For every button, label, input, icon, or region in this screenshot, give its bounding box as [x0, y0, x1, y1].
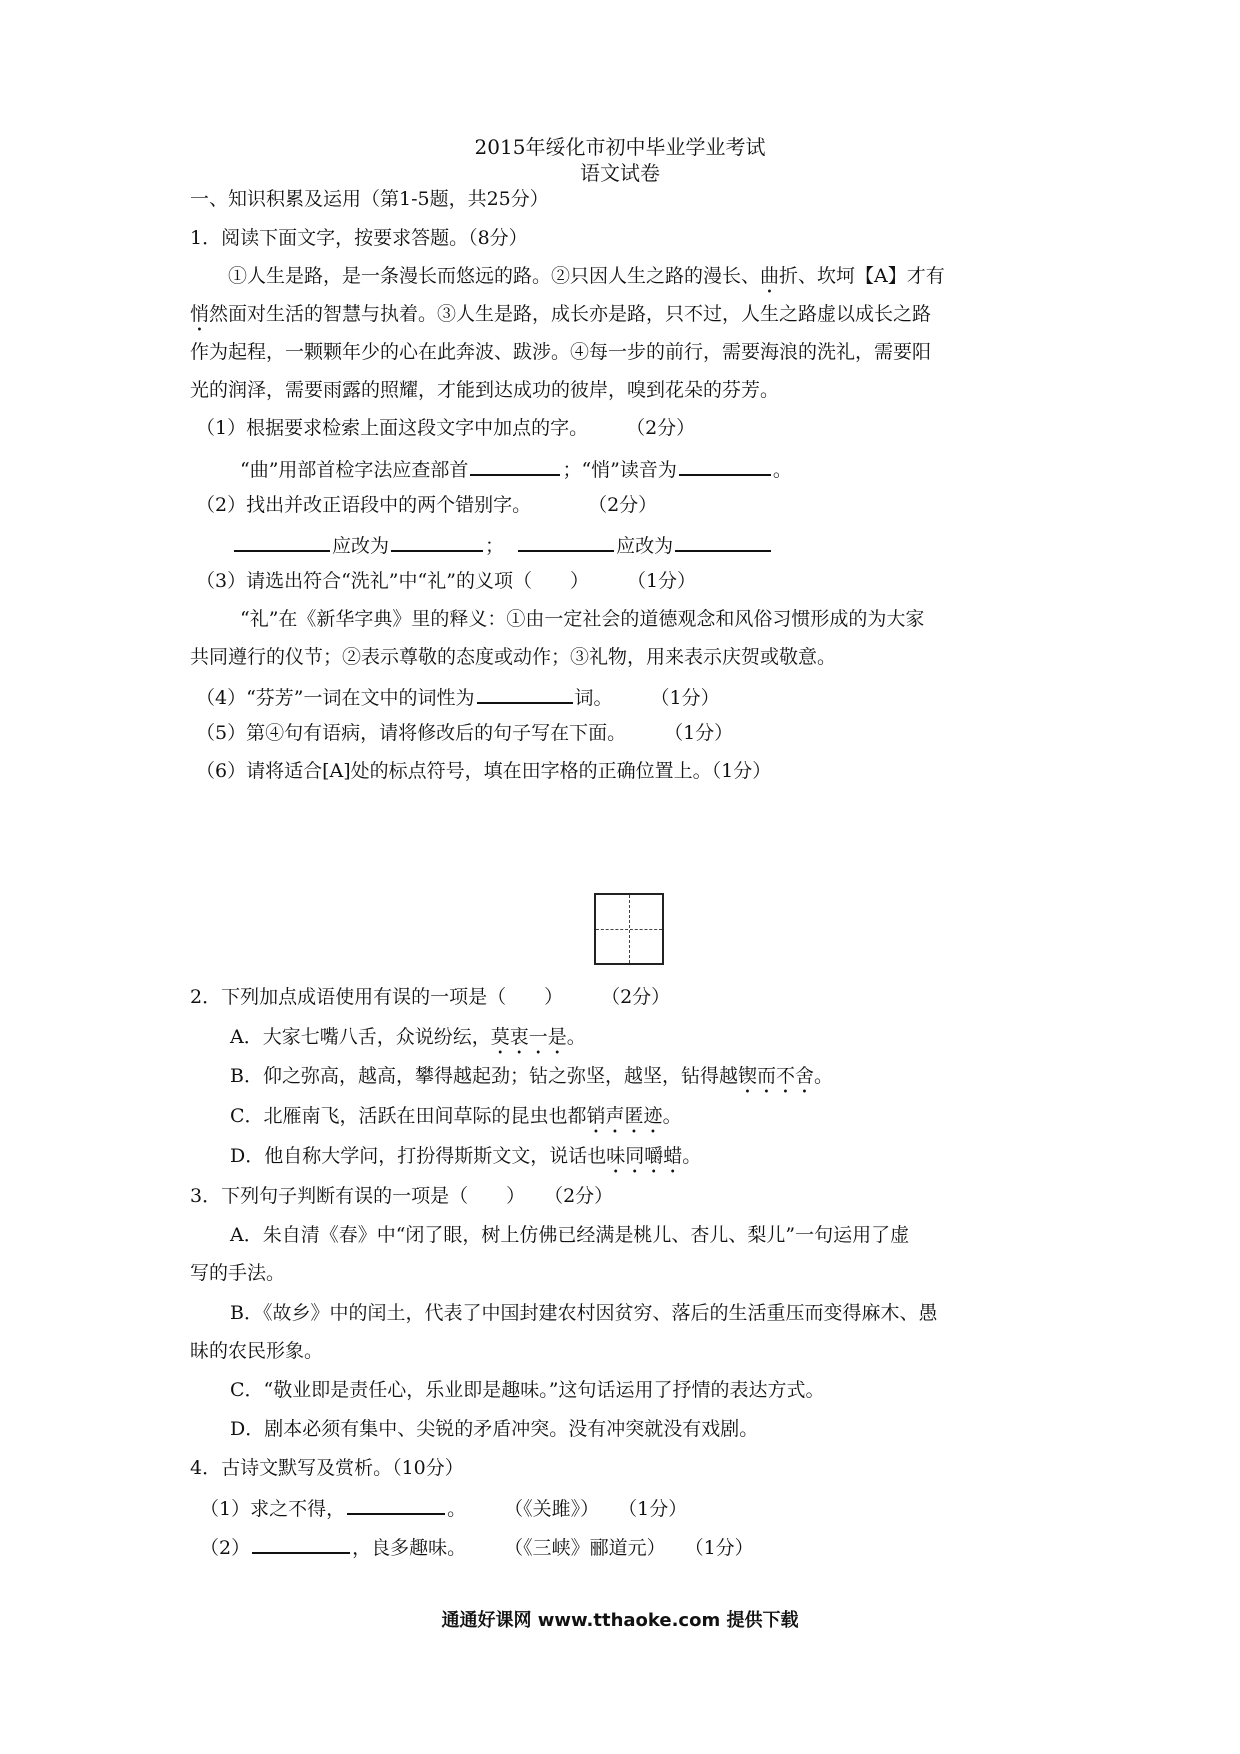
question-4-item-1: （1）求之不得， 。 （《关雎》） （1分） — [200, 1493, 687, 1522]
answer-blank-wrong-char-1[interactable] — [234, 530, 330, 552]
sub-question-6: （6）请将适合[A]处的标点符号，填在田字格的正确位置上。（1分） — [196, 760, 772, 782]
question-4-item-2: （2） ，良多趣味。 （《三峡》郦道元） （1分） — [200, 1532, 754, 1561]
dotted-char-qiao: 悄 — [190, 303, 210, 325]
answer-blank-correct-char-2[interactable] — [675, 530, 771, 552]
question-4-stem: 4．古诗文默写及赏析。（10分） — [190, 1457, 464, 1479]
question-2-option-a: A．大家七嘴八舌，众说纷纭，莫衷一是。 — [230, 1026, 586, 1048]
sub-question-2: （2）找出并改正语段中的两个错别字。 （2分） — [196, 494, 658, 516]
answer-blank-poem-2[interactable] — [252, 1532, 350, 1554]
definition-line-2: 共同遵行的仪节；②表示尊敬的态度或动作；③礼物，用来表示庆贺或敬意。 — [190, 646, 837, 668]
question-3-option-d: D．剧本必须有集中、尖锐的矛盾冲突。没有冲突就没有戏剧。 — [230, 1418, 759, 1440]
question-3-stem: 3．下列句子判断有误的一项是（ ） （2分） — [190, 1185, 614, 1207]
answer-blank-correct-char-1[interactable] — [391, 530, 483, 552]
sub-question-2-answer: 应改为 ； 应改为 — [232, 530, 773, 559]
question-2-stem: 2．下列加点成语使用有误的一项是（ ） （2分） — [190, 986, 671, 1008]
question-3-option-a-line-2: 写的手法。 — [190, 1262, 286, 1284]
question-3-option-b-line-1: B．《故乡》中的闰土，代表了中国封建农村因贫穷、落后的生活重压而变得麻木、愚 — [230, 1302, 938, 1324]
answer-blank-radical[interactable] — [470, 454, 560, 476]
grid-horizontal-divider — [596, 929, 662, 930]
question-1-stem: 1．阅读下面文字，按要求答题。（8分） — [190, 227, 528, 249]
sub-question-1-answer: “曲”用部首检字法应查部首 ；“悄”读音为 。 — [240, 454, 792, 483]
download-footer: 通通好课网 www.tthaoke.com 提供下载 — [441, 1610, 799, 1631]
passage-line-2: 悄然面对生活的智慧与执着。③人生是路，成长亦是路，只不过，人生之路虚以成长之路 — [190, 303, 932, 325]
answer-blank-part-of-speech[interactable] — [477, 682, 573, 704]
answer-blank-pronunciation[interactable] — [679, 454, 771, 476]
dotted-char-qu: 曲 — [760, 265, 780, 287]
answer-blank-poem-1[interactable] — [347, 1493, 445, 1515]
passage-line-3: 作为起程，一颗颗年少的心在此奔波、跋涉。④每一步的前行，需要海浪的洗礼，需要阳 — [190, 341, 932, 363]
exam-subtitle: 语文试卷 — [580, 161, 660, 185]
exam-title: 2015年绥化市初中毕业学业考试 — [474, 135, 766, 159]
question-3-option-b-line-2: 昧的农民形象。 — [190, 1340, 324, 1362]
answer-blank-wrong-char-2[interactable] — [518, 530, 614, 552]
sub-question-4: （4）“芬芳”一词在文中的词性为 词。 （1分） — [196, 682, 720, 711]
section-heading: 一、知识积累及运用（第1-5题，共25分） — [190, 188, 549, 210]
question-3-option-a-line-1: A．朱自清《春》中“闭了眼，树上仿佛已经满是桃儿、杏儿、梨儿”一句运用了虚 — [230, 1224, 910, 1246]
question-2-option-c: C．北雁南飞，活跃在田间草际的昆虫也都销声匿迹。 — [230, 1105, 682, 1127]
passage-line-4: 光的润泽，需要雨露的照耀，才能到达成功的彼岸，嗅到花朵的芬芳。 — [190, 379, 780, 401]
question-3-option-c: C．“敬业即是责任心，乐业即是趣味。”这句话运用了抒情的表达方式。 — [230, 1379, 825, 1401]
definition-line-1: “礼”在《新华字典》里的释义：①由一定社会的道德观念和风俗习惯形成的为大家 — [240, 608, 925, 630]
sub-question-1: （1）根据要求检索上面这段文字中加点的字。 （2分） — [196, 417, 696, 439]
tian-zi-grid[interactable] — [594, 893, 664, 965]
question-2-option-d: D．他自称大学问，打扮得斯斯文文，说话也味同嚼蜡。 — [230, 1145, 702, 1167]
question-2-option-b: B．仰之弥高，越高，攀得越起劲；钻之弥坚，越坚，钻得越锲而不舍。 — [230, 1065, 833, 1087]
sub-question-5: （5）第④句有语病，请将修改后的句子写在下面。 （1分） — [196, 722, 734, 744]
passage-line-1: ①人生是路，是一条漫长而悠远的路。②只因人生之路的漫长、曲折、坎坷【A】才有 — [228, 265, 945, 287]
sub-question-3: （3）请选出符合“洗礼”中“礼”的义项（ ） （1分） — [196, 570, 697, 592]
